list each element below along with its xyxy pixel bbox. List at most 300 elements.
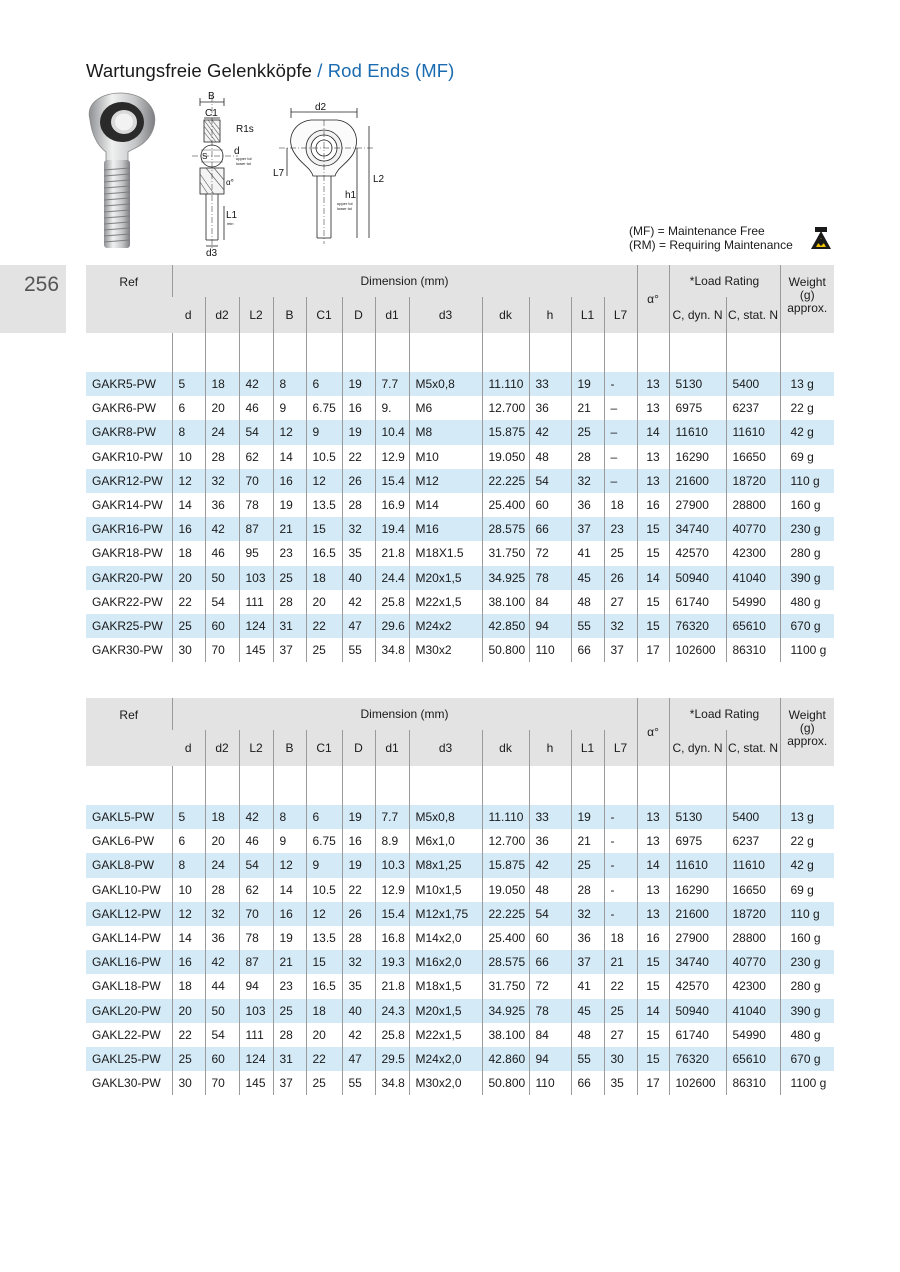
- ref-cell: GAKL10-PW: [92, 882, 161, 897]
- value-cell: 28: [273, 1023, 306, 1047]
- ref-cell: GAKR16-PW: [86, 517, 172, 541]
- spacer-cell: [780, 766, 834, 805]
- table-row: [86, 805, 834, 829]
- spacer-cell: [306, 333, 342, 372]
- value-cell: 18: [306, 566, 342, 590]
- value-cell: 76320: [669, 1047, 726, 1071]
- value-cell: 50940: [669, 999, 726, 1023]
- value-cell: 19.3: [375, 950, 409, 974]
- value-cell: –: [604, 420, 637, 444]
- table-row: [86, 614, 834, 638]
- value-cell: 15.4: [375, 469, 409, 493]
- value-cell: 37: [571, 950, 604, 974]
- column-header: d2: [205, 297, 239, 333]
- value-cell: 42: [239, 372, 273, 396]
- value-cell: 16: [342, 829, 375, 853]
- value-cell: 55: [571, 614, 604, 638]
- value-cell: 11610: [726, 420, 780, 444]
- value-cell: 18: [172, 974, 205, 998]
- value-cell: 38.100: [482, 1023, 529, 1047]
- value-cell: 390 g: [780, 566, 834, 590]
- value-cell: 25: [273, 566, 306, 590]
- load-rating-header: *Load Rating: [669, 265, 780, 297]
- value-cell: 48: [529, 878, 571, 902]
- value-cell: 35: [342, 541, 375, 565]
- value-cell: 12.700: [482, 829, 529, 853]
- value-cell: 42300: [726, 541, 780, 565]
- label-S: S: [202, 152, 208, 161]
- value-cell: 20: [172, 566, 205, 590]
- value-cell: 13: [637, 445, 669, 469]
- value-cell: 23: [604, 517, 637, 541]
- table-row: [86, 926, 834, 950]
- value-cell: 87: [239, 517, 273, 541]
- value-cell: 87: [239, 950, 273, 974]
- value-cell: 50940: [669, 566, 726, 590]
- value-cell: M18x1,5: [409, 974, 482, 998]
- value-cell: 21: [571, 396, 604, 420]
- value-cell: 6237: [726, 829, 780, 853]
- value-cell: 36: [205, 493, 239, 517]
- value-cell: 110: [529, 638, 571, 662]
- value-cell: 17: [637, 1071, 669, 1095]
- weight-approx: approx.: [787, 734, 828, 748]
- ref-cell: GAKL20-PW: [86, 999, 172, 1023]
- rod-end-photo: [82, 90, 162, 250]
- weight-label: Weight: [788, 275, 826, 289]
- table-row: [86, 493, 834, 517]
- value-cell: 111: [239, 590, 273, 614]
- value-cell: 5130: [669, 372, 726, 396]
- table-row: [86, 541, 834, 565]
- value-cell: 13: [637, 469, 669, 493]
- value-cell: 14: [637, 566, 669, 590]
- value-cell: 13: [637, 805, 669, 829]
- value-cell: 25: [172, 614, 205, 638]
- value-cell: 21: [571, 829, 604, 853]
- ref-cell: GAKR12-PW: [86, 469, 172, 493]
- value-cell: 24: [205, 853, 239, 877]
- value-cell: 111: [239, 1023, 273, 1047]
- column-header: L7: [604, 730, 637, 766]
- value-cell: 6: [306, 805, 342, 829]
- value-cell: 30: [172, 638, 205, 662]
- ref-cell: GAKL18-PW: [92, 979, 161, 994]
- value-cell: 12.9: [375, 445, 409, 469]
- spacer-cell: [409, 766, 482, 805]
- column-header: h: [529, 297, 571, 333]
- value-cell: 20: [205, 829, 239, 853]
- value-cell: 14: [637, 853, 669, 877]
- value-cell: 28: [342, 926, 375, 950]
- table-row: [86, 1071, 834, 1095]
- value-cell: 60: [205, 1047, 239, 1071]
- value-cell: 25: [571, 420, 604, 444]
- value-cell: 13: [637, 829, 669, 853]
- front-view-drawing: [265, 98, 395, 246]
- value-cell: 11.110: [482, 372, 529, 396]
- value-cell: 42300: [726, 974, 780, 998]
- column-header: L2: [239, 297, 273, 333]
- value-cell: 13.5: [306, 493, 342, 517]
- ref-cell: GAKR14-PW: [92, 498, 163, 513]
- value-cell: 34740: [669, 950, 726, 974]
- value-cell: 25.400: [482, 926, 529, 950]
- value-cell: 5400: [726, 805, 780, 829]
- value-cell: 14: [637, 999, 669, 1023]
- value-cell: 70: [239, 902, 273, 926]
- value-cell: 16: [273, 902, 306, 926]
- value-cell: 8: [172, 420, 205, 444]
- ref-header: Ref: [86, 265, 172, 333]
- value-cell: –: [604, 469, 637, 493]
- value-cell: 41040: [726, 999, 780, 1023]
- column-header: C1: [306, 297, 342, 333]
- value-cell: 8.9: [375, 829, 409, 853]
- value-cell: 16: [273, 469, 306, 493]
- value-cell: 5: [172, 372, 205, 396]
- value-cell: 11.110: [482, 805, 529, 829]
- value-cell: 48: [529, 445, 571, 469]
- table-row: [86, 638, 834, 662]
- spacer-row: [86, 333, 834, 372]
- value-cell: 54: [205, 590, 239, 614]
- value-cell: 76320: [669, 614, 726, 638]
- value-cell: 78: [239, 926, 273, 950]
- ref-cell: GAKL5-PW: [86, 805, 172, 829]
- value-cell: 1100 g: [780, 1071, 834, 1095]
- value-cell: –: [604, 396, 637, 420]
- value-cell: 40770: [726, 517, 780, 541]
- header-row-columns: [86, 730, 834, 766]
- value-cell: 22: [604, 974, 637, 998]
- value-cell: 61740: [669, 1023, 726, 1047]
- spacer-cell: [172, 333, 205, 372]
- value-cell: 54990: [726, 1023, 780, 1047]
- value-cell: 12: [306, 469, 342, 493]
- value-cell: 46: [239, 829, 273, 853]
- ref-cell: GAKR18-PW: [92, 546, 163, 561]
- value-cell: 31.750: [482, 541, 529, 565]
- ref-cell: GAKL30-PW: [92, 1076, 161, 1091]
- column-header-dyn: C, dyn. N: [669, 730, 726, 766]
- title-english: Rod Ends (MF): [327, 60, 455, 81]
- ref-cell: GAKL16-PW: [86, 950, 172, 974]
- value-cell: 25: [306, 638, 342, 662]
- label-h1-upper-tol: upper tol: [337, 201, 353, 206]
- value-cell: 29.6: [375, 614, 409, 638]
- value-cell: 13.5: [306, 926, 342, 950]
- maintenance-free-icon: [809, 226, 833, 250]
- value-cell: M12x1,75: [409, 902, 482, 926]
- label-upper-tol: upper tol: [236, 156, 252, 161]
- value-cell: 13: [637, 878, 669, 902]
- value-cell: 42: [529, 420, 571, 444]
- header-row-columns: [86, 297, 834, 333]
- value-cell: 16: [172, 517, 205, 541]
- value-cell: 22 g: [780, 396, 834, 420]
- value-cell: 6: [306, 372, 342, 396]
- ref-cell: GAKL12-PW: [86, 902, 172, 926]
- value-cell: 66: [529, 517, 571, 541]
- label-d2: d2: [315, 102, 327, 113]
- value-cell: 69 g: [780, 445, 834, 469]
- value-cell: 6: [172, 829, 205, 853]
- value-cell: 28: [273, 590, 306, 614]
- value-cell: 17: [637, 638, 669, 662]
- table-row: [86, 445, 834, 469]
- table-row: [86, 878, 834, 902]
- value-cell: 25.8: [375, 590, 409, 614]
- value-cell: M18X1.5: [409, 541, 482, 565]
- value-cell: 34740: [669, 517, 726, 541]
- value-cell: 69 g: [780, 878, 834, 902]
- dimension-header: Dimension (mm): [172, 698, 637, 730]
- spacer-cell: [86, 333, 172, 372]
- value-cell: 50: [205, 566, 239, 590]
- value-cell: 390 g: [780, 999, 834, 1023]
- label-lower-tol: lower tol: [236, 161, 251, 166]
- value-cell: 145: [239, 1071, 273, 1095]
- value-cell: 36: [529, 829, 571, 853]
- value-cell: 20: [205, 396, 239, 420]
- value-cell: 30: [172, 1071, 205, 1095]
- value-cell: 60: [529, 926, 571, 950]
- value-cell: 18: [604, 493, 637, 517]
- spacer-cell: [273, 766, 306, 805]
- value-cell: 124: [239, 614, 273, 638]
- ref-cell: GAKR22-PW: [92, 594, 163, 609]
- value-cell: 15: [637, 541, 669, 565]
- value-cell: 25: [306, 1071, 342, 1095]
- value-cell: 145: [239, 638, 273, 662]
- value-cell: 36: [205, 926, 239, 950]
- value-cell: 7.7: [375, 372, 409, 396]
- value-cell: 28: [205, 445, 239, 469]
- ref-cell: GAKR25-PW: [86, 614, 172, 638]
- weight-approx: approx.: [787, 301, 828, 315]
- table-row: [86, 1047, 834, 1071]
- spacer-cell: [726, 333, 780, 372]
- value-cell: M10: [409, 445, 482, 469]
- value-cell: 18: [205, 805, 239, 829]
- column-header: d3: [409, 297, 482, 333]
- value-cell: 12: [172, 469, 205, 493]
- column-header: dk: [482, 730, 529, 766]
- value-cell: 94: [529, 1047, 571, 1071]
- value-cell: 47: [342, 614, 375, 638]
- value-cell: 26: [342, 469, 375, 493]
- page-number: 256: [24, 273, 60, 296]
- value-cell: 42: [529, 853, 571, 877]
- alpha-header: α°: [637, 265, 669, 333]
- value-cell: 84: [529, 1023, 571, 1047]
- value-cell: 15: [637, 590, 669, 614]
- value-cell: M6: [409, 396, 482, 420]
- value-cell: 21: [604, 950, 637, 974]
- value-cell: 42: [342, 590, 375, 614]
- spacer-cell: [205, 766, 239, 805]
- spacer-cell: [375, 333, 409, 372]
- value-cell: 14: [172, 926, 205, 950]
- spacer-cell: [571, 766, 604, 805]
- value-cell: 42.850: [482, 614, 529, 638]
- value-cell: 11610: [726, 853, 780, 877]
- value-cell: 8: [273, 372, 306, 396]
- table-row: [86, 829, 834, 853]
- value-cell: 10.3: [375, 853, 409, 877]
- column-header: B: [273, 297, 306, 333]
- value-cell: 25: [604, 999, 637, 1023]
- value-cell: 32: [571, 469, 604, 493]
- value-cell: 28: [571, 878, 604, 902]
- value-cell: 22.225: [482, 902, 529, 926]
- value-cell: 21: [273, 517, 306, 541]
- value-cell: 66: [571, 638, 604, 662]
- value-cell: 12: [273, 420, 306, 444]
- label-min: min: [227, 221, 234, 226]
- label-L2: L2: [373, 174, 385, 185]
- value-cell: 41: [571, 974, 604, 998]
- value-cell: 15: [637, 614, 669, 638]
- column-header: d3: [409, 730, 482, 766]
- spacer-row: [86, 766, 834, 805]
- table-row: [86, 974, 834, 998]
- weight-unit: (g): [799, 721, 815, 735]
- ref-cell: GAKL6-PW: [92, 834, 155, 849]
- dimension-header: Dimension (mm): [172, 265, 637, 297]
- spacer-cell: [239, 766, 273, 805]
- value-cell: 40: [342, 999, 375, 1023]
- value-cell: 42 g: [780, 420, 834, 444]
- spacer-cell: [342, 333, 375, 372]
- value-cell: 124: [239, 1047, 273, 1071]
- value-cell: 36: [571, 926, 604, 950]
- value-cell: 42570: [669, 541, 726, 565]
- value-cell: 6975: [669, 396, 726, 420]
- value-cell: M14x2,0: [409, 926, 482, 950]
- table-row: [86, 590, 834, 614]
- table-row: [86, 396, 834, 420]
- spacer-cell: [409, 333, 482, 372]
- value-cell: 13: [637, 902, 669, 926]
- value-cell: 65610: [726, 1047, 780, 1071]
- value-cell: 670 g: [780, 1047, 834, 1071]
- spacer-cell: [669, 766, 726, 805]
- value-cell: 50: [205, 999, 239, 1023]
- table-row: [86, 566, 834, 590]
- value-cell: 19: [342, 420, 375, 444]
- label-R1s: R1s: [236, 124, 254, 135]
- value-cell: 9: [306, 853, 342, 877]
- header-row-group: [86, 265, 834, 297]
- value-cell: M10x1,5: [409, 878, 482, 902]
- value-cell: 280 g: [780, 974, 834, 998]
- value-cell: 102600: [669, 638, 726, 662]
- value-cell: M30x2: [409, 638, 482, 662]
- value-cell: –: [604, 445, 637, 469]
- value-cell: 70: [205, 1071, 239, 1095]
- value-cell: 9: [306, 420, 342, 444]
- value-cell: 110 g: [780, 469, 834, 493]
- value-cell: M24x2,0: [409, 1047, 482, 1071]
- value-cell: 21.8: [375, 974, 409, 998]
- value-cell: -: [604, 902, 637, 926]
- value-cell: 28800: [726, 493, 780, 517]
- page-title: [86, 60, 454, 82]
- value-cell: 103: [239, 999, 273, 1023]
- header-row-group: [86, 698, 834, 730]
- value-cell: 22: [342, 445, 375, 469]
- value-cell: 78: [239, 493, 273, 517]
- value-cell: 15.875: [482, 420, 529, 444]
- ref-cell: GAKR6-PW: [92, 401, 157, 416]
- column-header-stat: C, stat. N: [726, 730, 780, 766]
- value-cell: 6.75: [306, 396, 342, 420]
- value-cell: 103: [239, 566, 273, 590]
- ref-cell: GAKR30-PW: [92, 643, 163, 658]
- spacer-cell: [604, 766, 637, 805]
- value-cell: M20x1,5: [409, 566, 482, 590]
- ref-cell: GAKL8-PW: [86, 853, 172, 877]
- value-cell: M22x1,5: [409, 1023, 482, 1047]
- value-cell: 21: [273, 950, 306, 974]
- value-cell: 11610: [669, 853, 726, 877]
- value-cell: 6: [172, 396, 205, 420]
- value-cell: 54: [239, 853, 273, 877]
- weight-header: [780, 265, 834, 333]
- value-cell: -: [604, 829, 637, 853]
- value-cell: 16: [637, 493, 669, 517]
- legend-mf: (MF) = Maintenance Free: [629, 224, 765, 238]
- value-cell: 10: [172, 445, 205, 469]
- value-cell: 28800: [726, 926, 780, 950]
- value-cell: 12.9: [375, 878, 409, 902]
- value-cell: -: [604, 878, 637, 902]
- value-cell: 13 g: [780, 805, 834, 829]
- value-cell: 32: [604, 614, 637, 638]
- title-german: Wartungsfreie Gelenkköpfe: [86, 60, 312, 81]
- ref-cell: GAKL14-PW: [92, 931, 161, 946]
- value-cell: 14: [172, 493, 205, 517]
- value-cell: 55: [571, 1047, 604, 1071]
- value-cell: 16.5: [306, 541, 342, 565]
- spacer-cell: [482, 766, 529, 805]
- value-cell: 37: [604, 638, 637, 662]
- value-cell: 32: [205, 902, 239, 926]
- value-cell: 46: [239, 396, 273, 420]
- value-cell: 18: [306, 999, 342, 1023]
- ref-cell: GAKR20-PW: [86, 566, 172, 590]
- value-cell: 54: [529, 469, 571, 493]
- spec-table-right-hand: [86, 265, 834, 662]
- value-cell: 24: [205, 420, 239, 444]
- value-cell: 86310: [726, 1071, 780, 1095]
- value-cell: 47: [342, 1047, 375, 1071]
- value-cell: 32: [205, 469, 239, 493]
- value-cell: 34.925: [482, 566, 529, 590]
- value-cell: 16: [637, 926, 669, 950]
- value-cell: 25: [571, 853, 604, 877]
- value-cell: 66: [571, 1071, 604, 1095]
- label-alpha: α°: [226, 178, 234, 187]
- value-cell: 61740: [669, 590, 726, 614]
- alpha-header: α°: [637, 698, 669, 766]
- spacer-cell: [375, 766, 409, 805]
- value-cell: 10: [172, 878, 205, 902]
- weight-label: Weight: [788, 708, 826, 722]
- value-cell: 8: [172, 853, 205, 877]
